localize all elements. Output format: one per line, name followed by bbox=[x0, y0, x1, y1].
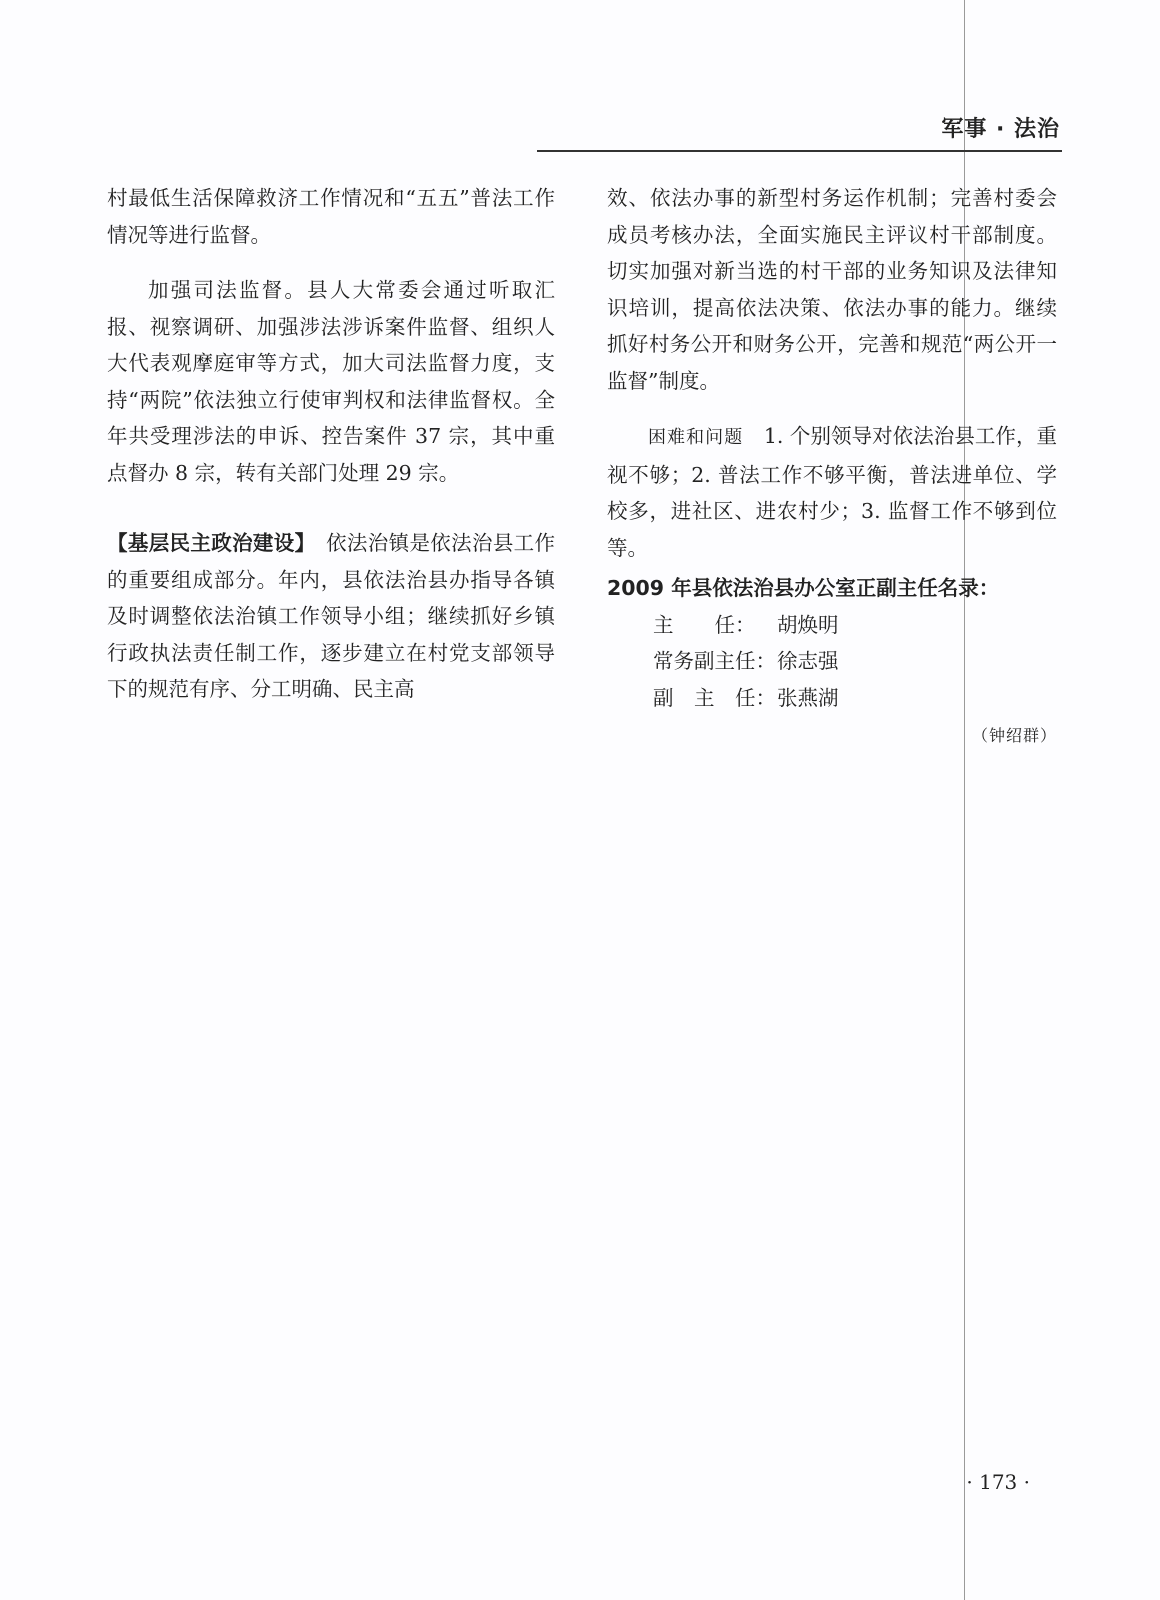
roster-row bbox=[653, 680, 1057, 717]
roster-name: 胡焕明 bbox=[777, 612, 839, 637]
section-heading: 【基层民主政治建设】 bbox=[107, 531, 306, 555]
roster-row bbox=[653, 643, 1057, 680]
left-paragraph-1: 村最低生活保障救济工作情况和“五五”普法工作情况等进行监督。 bbox=[107, 186, 555, 247]
section-body: 依法治镇是依法治县工作的重要组成部分。年内，县依法治县办指导各镇及时调整依法治镇工作领导小组；继续抓好乡镇行政执法责任制工作，逐步建立在村党支部领导下的规范有序、分工明确、民主高 bbox=[107, 531, 556, 701]
roster-title: 2009 年县依法治县办公室正副主任名录： bbox=[607, 576, 1000, 600]
roster-role: 常务副主任： bbox=[653, 649, 776, 673]
difficulties-body: 1. 个别领导对依法治县工作，重视不够；2. 普法工作不够平衡，普法进单位、学校多，进社区、进农村少；3. 监督工作不够到位等。 bbox=[607, 424, 1058, 560]
roster-role: 主 任： bbox=[653, 612, 756, 637]
header-rule bbox=[537, 150, 1062, 152]
roster-name: 徐志强 bbox=[777, 649, 839, 673]
roster-list bbox=[607, 607, 1057, 717]
page-number: · 173 · bbox=[966, 1470, 1030, 1494]
roster-row bbox=[653, 607, 1057, 644]
left-column bbox=[107, 180, 555, 708]
difficulties-label: 困难和问题 bbox=[648, 427, 744, 448]
roster-role: 副 主 任： bbox=[653, 685, 776, 710]
roster-name: 张燕湖 bbox=[777, 685, 839, 710]
author-credit: （钟绍群） bbox=[971, 726, 1057, 745]
left-paragraph-2: 加强司法监督。县人大常委会通过听取汇报、视察调研、加强涉法涉诉案件监督、组织人大代表观摩庭审等方式，加大司法监督力度，支持“两院”依法独立行使审判权和法律监督权。全年共受理涉法的申诉、控告案件 37 宗，其中重点督办 8 宗，转有关部门处理 29 宗。 bbox=[107, 278, 555, 485]
left-paragraph-3 bbox=[107, 525, 555, 708]
right-paragraph-1: 效、依法办事的新型村务运作机制；完善村委会成员考核办法，全面实施民主评议村干部制度。切实加强对新当选的村干部的业务知识及法律知识培训，提高依法决策、依法办事的能力。继续抓好村务公开和财务公开，完善和规范“两公开一监督”制度。 bbox=[607, 186, 1057, 393]
right-column bbox=[607, 180, 1057, 755]
right-paragraph-2 bbox=[607, 418, 1057, 566]
section-title: 军事 · 法治 bbox=[941, 117, 1060, 142]
